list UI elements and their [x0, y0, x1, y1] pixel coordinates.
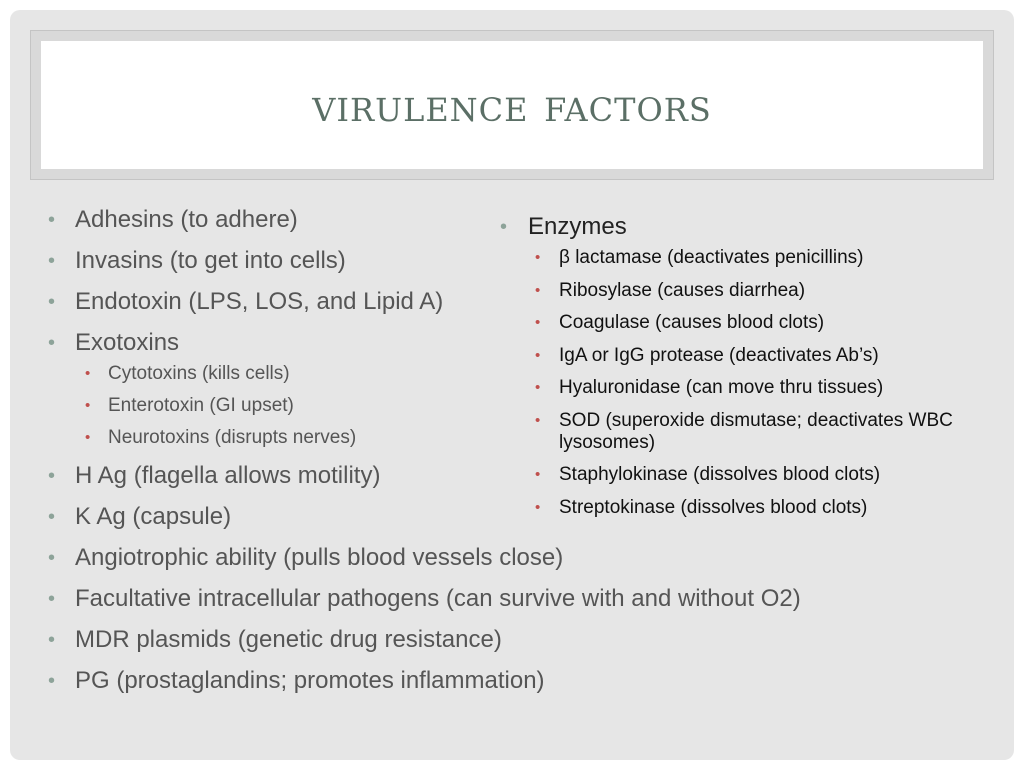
bullet-icon: • — [48, 588, 56, 610]
bullet-icon: • — [500, 216, 508, 238]
list-item — [48, 544, 988, 572]
bullet-icon: • — [535, 379, 541, 396]
list-item-text: MDR plasmids (genetic drug resistance) — [75, 626, 502, 653]
title-frame — [30, 30, 994, 180]
bullet-icon: • — [535, 314, 541, 331]
bullet-icon: • — [48, 332, 56, 354]
sub-list-item — [528, 280, 1000, 302]
slide — [10, 10, 1014, 760]
sub-list-item — [528, 497, 1000, 519]
sub-list-item — [528, 410, 959, 454]
sub-list-item-text: IgA or IgG protease (deactivates Ab’s) — [559, 344, 879, 366]
bullet-icon: • — [48, 209, 56, 231]
sub-list-item-text: Staphylokinase (dissolves blood clots) — [559, 464, 881, 485]
bullet-icon: • — [535, 249, 541, 266]
list-item-text: H Ag (flagella allows motility) — [75, 462, 381, 489]
bullet-icon: • — [48, 291, 56, 313]
sub-list-item — [528, 377, 1000, 399]
sub-list-item — [528, 312, 1000, 334]
bullet-icon: • — [535, 466, 541, 483]
list-item-text: Facultative intracellular pathogens (can survive with and without O2) — [75, 585, 801, 612]
bullet-icon: • — [48, 547, 56, 569]
bullet-icon: • — [535, 498, 541, 516]
bullet-icon: • — [535, 346, 541, 364]
list-item-text: Angiotrophic ability (pulls blood vessels close) — [75, 544, 564, 571]
sub-list-item-text: Cytotoxins (kills cells) — [108, 363, 290, 384]
list-item-text: K Ag (capsule) — [75, 503, 232, 530]
enzymes-heading: Enzymes — [528, 213, 627, 240]
list-item-text: Adhesins (to adhere) — [75, 206, 298, 233]
bullet-icon: • — [535, 281, 541, 299]
list-item-text: Exotoxins — [75, 329, 180, 356]
right-bullet-list — [500, 213, 1000, 529]
list-item-text: Invasins (to get into cells) — [75, 247, 346, 274]
sub-list-item — [528, 345, 1000, 367]
bullet-icon: • — [535, 411, 541, 429]
bullet-icon: • — [85, 397, 91, 414]
list-item-text: PG (prostaglandins; promotes inflammation) — [75, 667, 545, 694]
list-item — [48, 585, 988, 613]
sub-list-item-text: Enterotoxin (GI upset) — [108, 395, 294, 416]
sub-list-item-text: SOD (superoxide dismutase; deactivates WBC lysosomes) — [559, 409, 953, 453]
sub-list-item — [528, 247, 1000, 269]
bullet-icon: • — [48, 629, 56, 651]
bullet-icon: • — [48, 670, 56, 692]
sub-list-item-text: Ribosylase (causes diarrhea) — [559, 279, 806, 301]
bullet-icon: • — [48, 250, 56, 272]
sub-list-item-text: Streptokinase (dissolves blood clots) — [559, 496, 868, 518]
bullet-icon: • — [85, 365, 91, 382]
sub-list-item-text: β lactamase (deactivates penicillins) — [559, 247, 864, 268]
bullet-icon: • — [48, 506, 56, 528]
sub-list-item-text: Neurotoxins (disrupts nerves) — [108, 427, 357, 448]
sub-list-item — [528, 464, 1000, 486]
list-item — [48, 667, 988, 695]
enzymes-sub-list — [528, 247, 1000, 519]
bullet-icon: • — [48, 465, 56, 487]
list-item-enzymes — [500, 213, 1000, 519]
slide-title: virulence factors — [312, 78, 712, 132]
sub-list-item-text: Hyaluronidase (can move thru tissues) — [559, 377, 884, 398]
sub-list-item-text: Coagulase (causes blood clots) — [559, 312, 825, 333]
list-item — [48, 626, 988, 654]
bullet-icon: • — [85, 429, 91, 446]
list-item-text: Endotoxin (LPS, LOS, and Lipid A) — [75, 288, 444, 315]
title-box — [41, 41, 983, 169]
